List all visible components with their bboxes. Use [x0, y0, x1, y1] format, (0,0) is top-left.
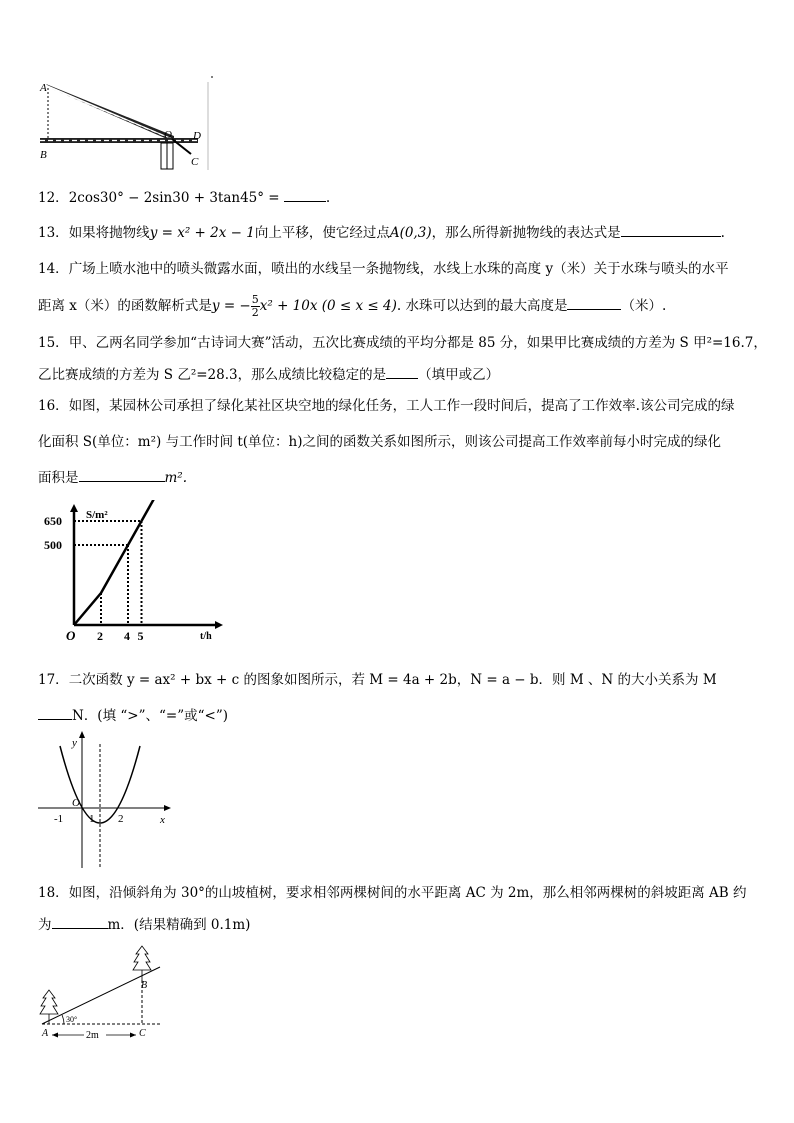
question-15-line-1	[38, 333, 767, 353]
y-tick-label: 500	[44, 538, 62, 552]
y-axis-label: S/m²	[86, 509, 108, 521]
question-13	[38, 222, 725, 243]
point-A-label: A	[42, 1028, 49, 1039]
question-number: 14．	[38, 261, 69, 277]
x-label: x	[160, 814, 165, 826]
question-number: 12．	[38, 190, 69, 206]
question-number: 17．	[38, 672, 69, 688]
point-B-label: B	[40, 149, 47, 161]
q13-mid: 向上平移，使它经过点	[254, 225, 390, 241]
tick-label: 2	[118, 813, 124, 825]
point-D-label: D	[193, 130, 201, 142]
origin-label: O	[72, 797, 80, 809]
question-17-line-1	[38, 670, 717, 690]
answer-blank[interactable]	[386, 364, 418, 379]
q18-text-1: 如图，沿倾斜角为 30°的山坡植树，要求相邻两棵树间的水平距离 AC 为 2m，那么相邻两棵树的斜坡距离 AB 约	[68, 885, 747, 901]
tree-icon	[40, 990, 58, 1024]
fraction-numerator: 5	[251, 293, 259, 306]
x-axis-label: t/h	[200, 631, 212, 642]
tree-icon	[133, 946, 151, 980]
tick-label: 1	[89, 813, 95, 825]
y-label: y	[72, 737, 77, 749]
q14-text-3: . 水珠可以达到的最大高度是	[396, 298, 568, 314]
q16-text-3: 面积是	[38, 470, 79, 486]
q14-expr-a: y = −	[211, 298, 251, 314]
point-A-label: A	[40, 82, 47, 94]
q18-text-3: m．(结果精确到 0.1m)	[107, 917, 251, 933]
answer-blank[interactable]	[567, 295, 621, 310]
y-tick-label: 650	[44, 514, 62, 528]
q13-pre: 如果将抛物线	[68, 225, 150, 241]
answer-blank[interactable]	[284, 187, 326, 202]
point-O-label: O	[164, 129, 172, 141]
question-16-line-3	[38, 467, 187, 488]
q17-text-1: 二次函数 y = ax² + bx + c 的图象如图所示，若 M = 4a + 2b，N = a − b．则 M 、N 的大小关系为 M	[68, 672, 717, 688]
question-17-line-2	[38, 705, 228, 726]
q14-fraction	[251, 294, 260, 319]
question-15-line-2	[38, 364, 499, 385]
q14-unit: （米）.	[621, 298, 667, 314]
slope-figure	[34, 940, 174, 1045]
q12-end: .	[325, 190, 331, 206]
question-18-line-2	[38, 914, 250, 935]
x-axis-arrow	[215, 621, 223, 629]
q13-point: A(0,3)	[389, 225, 432, 241]
answer-blank[interactable]	[52, 914, 108, 929]
tick-label: -1	[54, 813, 64, 825]
answer-blank[interactable]	[621, 222, 721, 237]
q12-expression: 2cos30° − 2sin30 + 3tan45° =	[68, 190, 280, 206]
angle-label: 30°	[66, 1015, 78, 1024]
question-number: 13．	[38, 225, 69, 241]
ramp-slope-dashes	[48, 87, 172, 139]
y-axis-arrow	[79, 731, 85, 738]
answer-blank[interactable]	[79, 467, 165, 482]
work-area-chart	[40, 500, 225, 645]
parabola-figure	[36, 728, 176, 873]
question-number: 15．	[38, 335, 69, 351]
q14-expr-b: x² + 10x (0 ≤ x ≤ 4)	[259, 298, 397, 314]
q14-text-2: 距离 x（米）的函数解析式是	[38, 298, 212, 314]
q13-end: .	[720, 225, 725, 241]
q15-text-3: （填甲或乙）	[418, 367, 500, 383]
y-axis-arrow	[70, 504, 78, 512]
point-B-label: B	[141, 980, 148, 991]
origin-label: O	[66, 628, 76, 643]
question-12	[38, 187, 330, 208]
q17-text-2: N．(填 “>”、“=”或“<”)	[72, 708, 228, 724]
series-line-extension	[142, 500, 154, 521]
q13-function: y = x² + 2x − 1	[149, 225, 255, 241]
answer-blank[interactable]	[38, 705, 72, 720]
q13-post: ，那么所得新抛物线的表达式是	[431, 225, 621, 241]
question-number: 16．	[38, 398, 69, 414]
point-C-label: C	[191, 156, 199, 168]
ramp-figure	[36, 70, 216, 175]
x-tick-label: 4	[124, 629, 130, 643]
x-axis-arrow	[164, 805, 171, 811]
q15-text-1: 甲、乙两名同学参加“古诗词大赛”活动，五次比赛成绩的平均分都是 85 分，如果甲比赛成绩的方差为 S 甲²=16.7，	[68, 335, 767, 351]
x-tick-label: 2	[97, 629, 103, 643]
question-14-line-1	[38, 259, 729, 279]
distance-label: 2m	[86, 1030, 99, 1041]
question-14-line-2	[38, 291, 666, 321]
question-number: 18．	[38, 885, 69, 901]
q16-text-1: 如图，某园林公司承担了绿化某社区块空地的绿化任务，工人工作一段时间后，提高了工作效率.该公司完成的绿	[68, 398, 735, 414]
q14-text-1: 广场上喷水池中的喷头微露水面，喷出的水线呈一条抛物线，水线上水珠的高度 y（米）关于水珠与喷头的水平	[68, 261, 729, 277]
question-16-line-1	[38, 396, 734, 416]
x-tick-label: 5	[137, 629, 144, 643]
fraction-denominator: 2	[251, 306, 259, 319]
series-line	[74, 521, 142, 625]
q15-text-2: 乙比赛成绩的方差为 S 乙²=28.3，那么成绩比较稳定的是	[38, 367, 387, 383]
question-18-line-1	[38, 883, 747, 903]
q16-unit: m².	[164, 470, 188, 486]
angle-arc	[62, 1015, 64, 1024]
q18-text-2: 为	[38, 917, 52, 933]
question-16-line-2	[38, 432, 721, 452]
point-C-label: C	[139, 1028, 146, 1039]
q16-text-2: 化面积 S(单位：m²) 与工作时间 t(单位：h)之间的函数关系如图所示，则该公司提高工作效率前每小时完成的绿化	[38, 434, 722, 450]
